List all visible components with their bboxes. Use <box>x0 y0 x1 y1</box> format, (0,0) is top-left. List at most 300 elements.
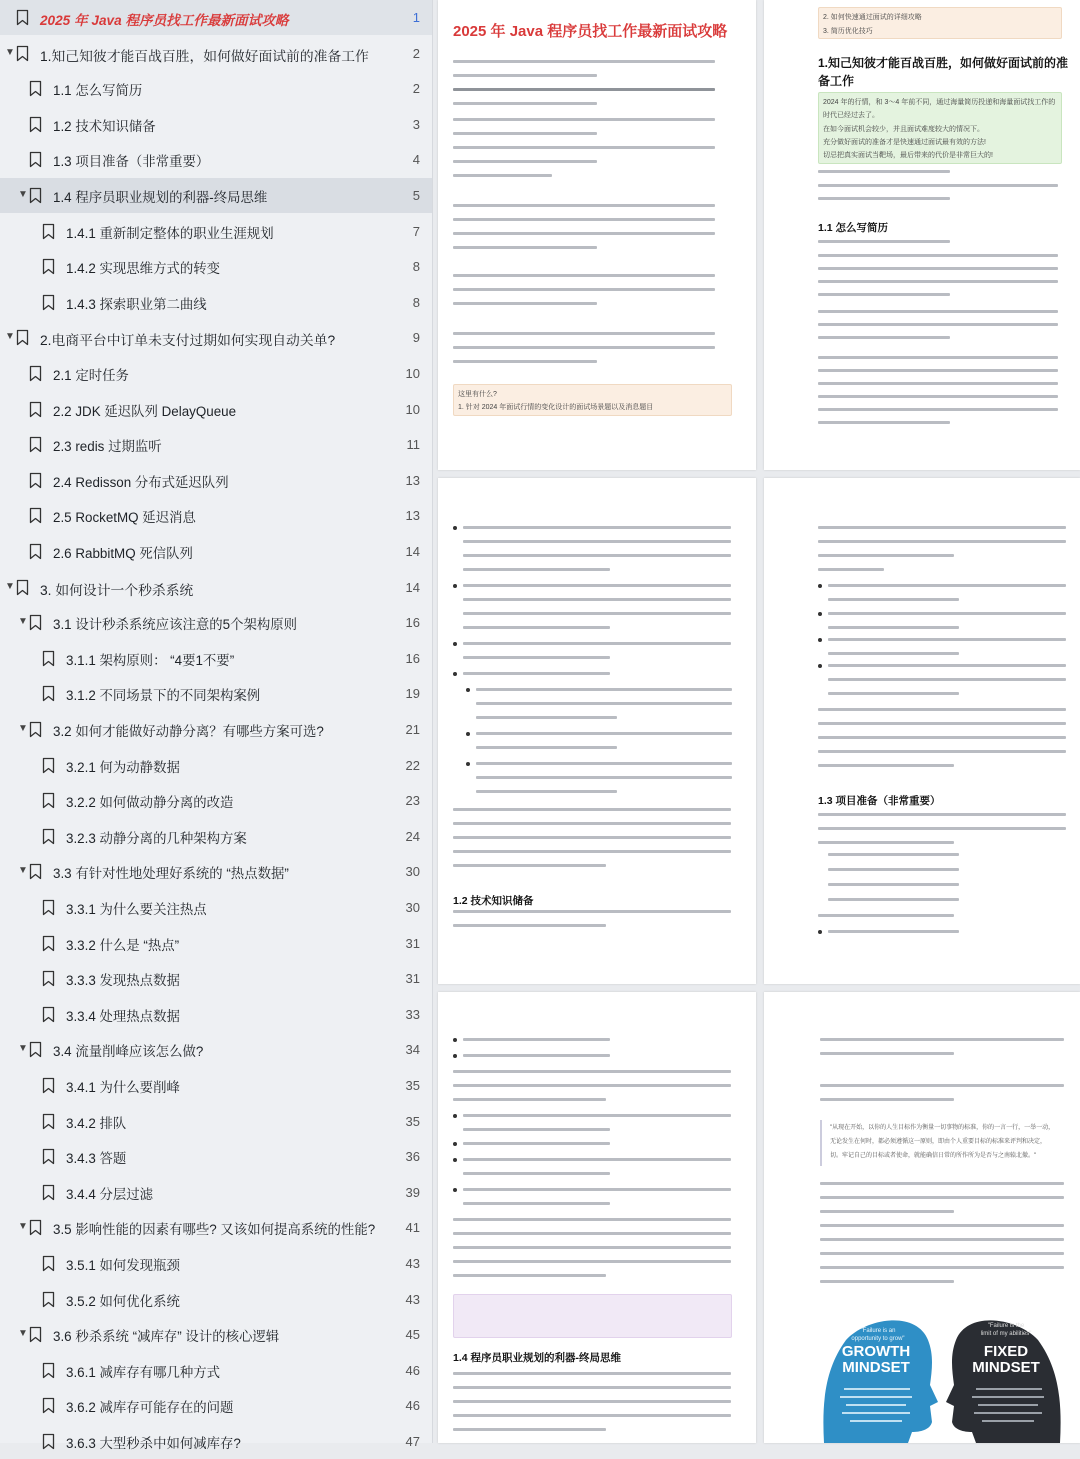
text-line <box>476 762 732 765</box>
bullet-dot <box>818 930 822 934</box>
outline-item[interactable] <box>0 712 432 747</box>
outline-item-page: 41 <box>405 1220 420 1236</box>
outline-item-label: 3.2.1 何为动静数据 <box>66 759 180 775</box>
text-line <box>818 240 950 243</box>
outline-item-label: 3.3.3 发现热点数据 <box>66 973 180 989</box>
text-line <box>453 74 597 77</box>
text-line <box>820 1038 1064 1041</box>
text-line <box>818 280 1058 283</box>
highlight-line-4: 切忌把真实面试当靶场，最后带来的代价是非常巨大的! <box>823 152 993 159</box>
text-line <box>453 1260 731 1263</box>
spacer <box>30 794 42 806</box>
text-line <box>818 254 1058 257</box>
text-line <box>820 1252 1064 1255</box>
text-line <box>453 360 597 363</box>
spacer <box>17 474 29 486</box>
text-line <box>828 678 1066 681</box>
spacer <box>17 545 29 557</box>
text-line <box>453 146 715 149</box>
text-line <box>453 1400 731 1403</box>
bookmark-icon <box>29 151 42 168</box>
highlight-line-2: 在如今面试机会较少，并且面试难度较大的情况下。 <box>823 126 984 133</box>
text-line <box>820 1210 954 1213</box>
outline-item[interactable] <box>0 961 432 996</box>
spacer <box>17 438 29 450</box>
outline-item[interactable] <box>0 1032 432 1067</box>
outline-item[interactable] <box>0 676 432 711</box>
text-line <box>463 568 610 571</box>
spacer <box>30 1115 42 1127</box>
callout-item-2: 2. 如何快速通过面试的详细攻略 <box>823 14 922 21</box>
spacer <box>30 687 42 699</box>
outline-item[interactable] <box>0 1068 432 1103</box>
outline-item[interactable] <box>0 214 432 249</box>
text-line <box>818 197 950 200</box>
bookmark-icon <box>16 9 29 26</box>
text-line <box>818 369 1058 372</box>
outline-item-label: 3.4.3 答题 <box>66 1151 127 1167</box>
spacer <box>30 759 42 771</box>
spacer <box>4 11 16 23</box>
text-line <box>818 323 1058 326</box>
bookmark-icon <box>42 1077 55 1094</box>
outline-item[interactable] <box>0 819 432 854</box>
outline-item-page: 35 <box>405 1078 420 1093</box>
pdf-page-5 <box>438 992 756 1443</box>
outline-item-page: 8 <box>412 259 420 275</box>
text-line <box>463 1038 610 1041</box>
text-line <box>818 382 1058 385</box>
outline-item[interactable] <box>0 783 432 818</box>
text-line <box>828 868 959 871</box>
bullet-dot <box>818 638 822 642</box>
text-line <box>820 1266 1064 1269</box>
outline-item-label: 3.5 影响性能的因素有哪些? 又该如何提高系统的性能? <box>53 1222 376 1238</box>
bookmark-icon <box>29 80 42 97</box>
outline-item-page: 43 <box>405 1256 420 1271</box>
outline-item-page: 33 <box>405 1006 420 1022</box>
text-line <box>820 1098 954 1101</box>
text-line <box>818 293 950 296</box>
text-line <box>453 60 715 63</box>
outline-item[interactable] <box>0 1317 432 1352</box>
text-line <box>828 930 959 933</box>
bookmark-icon <box>42 792 55 809</box>
callout-item-1: 1. 针对 2024 年面试行情的变化设计的面试场景题以及消息题目 <box>458 404 654 411</box>
text-line <box>463 1114 731 1117</box>
text-line <box>818 526 1066 529</box>
outline-item[interactable] <box>0 71 432 106</box>
outline-item-page: 46 <box>405 1398 420 1414</box>
pdf-page-2 <box>764 0 1080 470</box>
outline-item-label: 3.1 设计秒杀系统应该注意的5个架构原则 <box>53 617 298 633</box>
text-line <box>828 584 1066 587</box>
fixed-mindset-label: FIXED MINDSET <box>972 1343 1040 1376</box>
outline-item-page: 10 <box>405 401 420 417</box>
bookmark-icon <box>42 1362 55 1379</box>
outline-item[interactable] <box>0 605 432 640</box>
collapse-arrow-icon[interactable]: ▼ <box>18 865 28 877</box>
outline-item[interactable] <box>0 641 432 676</box>
outline-item[interactable] <box>0 1353 432 1388</box>
text-line <box>463 1188 731 1191</box>
collapse-arrow-icon[interactable]: ▼ <box>18 1043 28 1055</box>
collapse-arrow-icon[interactable]: ▼ <box>18 616 28 628</box>
text-line <box>818 568 884 571</box>
outline-item-label: 1.2 技术知识储备 <box>53 118 156 134</box>
spacer <box>17 118 29 130</box>
outline-item-label: 3.6.2 减库存可能存在的问题 <box>66 1400 234 1416</box>
bookmark-icon <box>42 1113 55 1130</box>
text-line <box>453 850 731 853</box>
bullet-dot <box>453 526 457 530</box>
text-line <box>453 1372 731 1375</box>
outline-item[interactable] <box>0 534 432 569</box>
bookmark-icon <box>16 329 29 346</box>
text-line <box>453 302 597 305</box>
outline-item-page: 31 <box>405 935 420 951</box>
outline-item[interactable] <box>0 1424 432 1459</box>
section-1-heading: 1.知己知彼才能百战百胜，如何做好面试前的准备工作 <box>818 56 1069 88</box>
spacer <box>30 1257 42 1269</box>
bookmark-icon <box>42 757 55 774</box>
text-line <box>818 540 1066 543</box>
collapse-arrow-icon[interactable]: ▼ <box>5 580 15 592</box>
bookmark-icon <box>42 685 55 702</box>
spacer <box>30 1186 42 1198</box>
outline-item[interactable] <box>0 107 432 142</box>
pdf-page-4 <box>764 478 1080 984</box>
spacer <box>30 260 42 272</box>
outline-item[interactable] <box>0 926 432 961</box>
text-line <box>818 554 954 557</box>
bookmark-icon <box>29 401 42 418</box>
pdf-page-3 <box>438 478 756 984</box>
outline-item-label: 3. 如何设计一个秒杀系统 <box>40 582 194 598</box>
bookmark-icon <box>42 1433 55 1450</box>
text-line <box>828 612 1066 615</box>
outline-item-page: 13 <box>405 472 420 488</box>
highlight-line-1: 2024 年的行情，和 3～4 年前不同，通过海量简历投递和海量面试找工作的时代已经过去了。 <box>823 99 1056 119</box>
outline-item-label: 1.3 项目准备（非常重要） <box>53 154 210 170</box>
bullet-dot <box>466 762 470 766</box>
bookmark-icon <box>16 579 29 596</box>
outline-item-page: 47 <box>405 1434 420 1449</box>
text-line <box>463 554 731 557</box>
text-line <box>463 656 610 659</box>
text-line <box>476 776 732 779</box>
text-line <box>818 336 950 339</box>
outline-item[interactable] <box>0 997 432 1032</box>
spacer <box>30 652 42 664</box>
outline-item-label: 3.3 有针对性地处理好系统的 “热点数据” <box>53 866 289 882</box>
outline-item[interactable] <box>0 570 432 605</box>
outline-item-page: 10 <box>405 366 420 381</box>
text-line <box>463 584 731 587</box>
callout-question: 这里有什么? <box>458 391 497 398</box>
text-line <box>463 526 731 529</box>
spacer <box>17 82 29 94</box>
outline-item-page: 13 <box>405 508 420 524</box>
outline-item[interactable] <box>0 320 432 355</box>
text-line <box>453 232 715 235</box>
outline-item[interactable] <box>0 1282 432 1317</box>
bookmark-icon <box>29 614 42 631</box>
outline-item-page: 11 <box>406 437 420 453</box>
text-line <box>476 716 617 719</box>
outline-item-label: 3.4 流量削峰应该怎么做? <box>53 1044 204 1060</box>
text-line <box>453 864 606 867</box>
bookmark-icon <box>29 863 42 880</box>
outline-item[interactable] <box>0 249 432 284</box>
outline-item[interactable] <box>0 748 432 783</box>
outline-item[interactable] <box>0 392 432 427</box>
collapse-arrow-icon[interactable]: ▼ <box>18 189 28 200</box>
text-line <box>818 914 954 917</box>
outline-item[interactable] <box>0 1104 432 1139</box>
outline-item-label: 3.1.2 不同场景下的不同架构案例 <box>66 688 261 704</box>
text-line <box>453 218 715 221</box>
outline-item-label: 3.3.1 为什么要关注热点 <box>66 902 207 917</box>
text-line <box>453 1386 731 1389</box>
collapse-arrow-icon[interactable]: ▼ <box>18 723 28 734</box>
bullet-dot <box>453 642 457 646</box>
text-line <box>818 750 1066 753</box>
collapse-arrow-icon[interactable]: ▼ <box>5 46 15 58</box>
bullet-dot <box>453 1114 457 1118</box>
outline-item-label: 3.4.2 排队 <box>66 1115 127 1131</box>
outline-item[interactable] <box>0 1175 432 1210</box>
spacer <box>17 153 29 165</box>
text-line <box>820 1224 1064 1227</box>
bookmark-icon <box>42 1255 55 1272</box>
quote-block <box>820 1120 1068 1166</box>
outline-item-label: 1.4 程序员职业规划的利器-终局思维 <box>53 190 268 205</box>
outline-sidebar <box>0 0 433 1451</box>
bullet-dot <box>453 1142 457 1146</box>
outline-item-label: 3.6 秒杀系统 “减库存” 设计的核心逻辑 <box>53 1329 280 1345</box>
text-line <box>828 853 959 856</box>
text-line <box>453 808 731 811</box>
text-line <box>818 841 954 844</box>
text-line <box>453 1070 731 1073</box>
outline-item-label: 3.4.1 为什么要削峰 <box>66 1080 180 1095</box>
outline-item-label: 2.电商平台中订单未支付过期如何实现自动关单? <box>40 333 336 349</box>
text-line <box>453 1246 731 1249</box>
bookmark-icon <box>42 258 55 275</box>
text-line <box>453 274 715 277</box>
bookmark-icon <box>29 187 42 204</box>
text-line <box>828 898 959 901</box>
text-line <box>818 421 950 424</box>
outline-item-label: 3.2.3 动静分离的几种架构方案 <box>66 830 247 846</box>
text-line <box>828 883 959 886</box>
bookmark-icon <box>16 45 29 62</box>
bookmark-icon <box>29 1041 42 1058</box>
outline-item-page: 3 <box>412 116 420 132</box>
spacer <box>17 403 29 415</box>
text-line <box>820 1084 1064 1087</box>
outline-item-label: 3.2 如何才能做好动静分离？有哪些方案可选? <box>53 724 324 739</box>
outline-item-page: 1 <box>412 10 420 25</box>
text-line <box>820 1196 1064 1199</box>
text-line <box>463 1142 610 1145</box>
outline-item-page: 5 <box>412 188 420 203</box>
outline-item[interactable] <box>0 178 432 213</box>
bookmark-icon <box>42 1291 55 1308</box>
outline-item-page: 31 <box>405 971 420 987</box>
bullet-dot <box>453 1158 457 1162</box>
spacer <box>30 972 42 984</box>
outline-item-label: 1.1 怎么写简历 <box>53 83 143 99</box>
text-line <box>476 702 732 705</box>
section-1-4-heading: 1.4 程序员职业规划的利器-终局思维 <box>453 1352 622 1364</box>
outline-item-label: 3.3.2 什么是 “热点” <box>66 937 180 953</box>
bookmark-icon <box>42 294 55 311</box>
text-line <box>828 598 959 601</box>
text-line <box>453 102 597 105</box>
bookmark-icon <box>42 223 55 240</box>
text-line <box>453 910 731 913</box>
outline-item[interactable] <box>0 0 432 35</box>
outline-item-page: 36 <box>405 1149 420 1165</box>
text-line <box>463 1202 610 1205</box>
text-line <box>453 174 552 177</box>
text-line <box>453 1084 731 1087</box>
bullet-dot <box>453 672 457 676</box>
text-line <box>463 626 610 629</box>
outline-item-page: 14 <box>405 544 420 559</box>
text-line <box>820 1280 954 1283</box>
bullet-dot <box>818 664 822 668</box>
text-line <box>463 642 731 645</box>
outline-item[interactable] <box>0 356 432 391</box>
text-line <box>818 722 1066 725</box>
outline-item-label: 2.2 JDK 延迟队列 DelayQueue <box>53 403 237 419</box>
outline-item-page: 22 <box>405 757 420 773</box>
text-line <box>453 246 597 249</box>
outline-item-label: 3.2.2 如何做动静分离的改造 <box>66 795 234 811</box>
text-line <box>453 1414 731 1417</box>
outline-item[interactable] <box>0 1139 432 1174</box>
outline-item[interactable] <box>0 854 432 889</box>
spacer <box>30 1435 42 1447</box>
outline-item[interactable] <box>0 285 432 320</box>
collapse-arrow-icon[interactable]: ▼ <box>18 1328 28 1340</box>
tip-box <box>453 1294 732 1338</box>
outline-item-page: 46 <box>405 1362 420 1378</box>
text-line <box>818 827 1066 830</box>
bookmark-icon <box>29 365 42 382</box>
growth-mindset-label: GROWTH MINDSET <box>841 1343 911 1376</box>
outline-item[interactable] <box>0 142 432 177</box>
outline-item-label: 1.知己知彼才能百战百胜，如何做好面试前的准备工作 <box>40 48 369 64</box>
outline-item[interactable] <box>0 1210 432 1245</box>
quote-line-2: 无论发生在何时，都必须遵循这一原则，即由个人重要目标的标准来评判和决定， <box>830 1139 1047 1145</box>
text-line <box>818 408 1058 411</box>
text-line <box>453 1098 606 1101</box>
collapse-arrow-icon[interactable]: ▼ <box>5 331 15 343</box>
outline-item-label: 2.4 Redisson 分布式延迟队列 <box>53 474 229 490</box>
outline-item[interactable] <box>0 427 432 462</box>
highlight-box <box>818 92 1062 164</box>
text-line <box>828 638 1066 641</box>
bullet-dot <box>453 1038 457 1042</box>
outline-item-page: 16 <box>405 650 420 666</box>
outline-item-page: 4 <box>412 152 420 168</box>
spacer <box>30 1079 42 1091</box>
text-line <box>453 132 597 135</box>
text-line <box>463 598 731 601</box>
outline-item-label: 3.5.2 如何优化系统 <box>66 1293 180 1309</box>
spacer <box>30 830 42 842</box>
text-line <box>828 652 959 655</box>
outline-item[interactable] <box>0 890 432 925</box>
outline-item[interactable] <box>0 498 432 533</box>
outline-item-page: 21 <box>405 722 420 737</box>
outline-item-label: 3.5.1 如何发现瓶颈 <box>66 1258 180 1273</box>
spacer <box>30 1293 42 1305</box>
bookmark-icon <box>42 935 55 952</box>
outline-item-label: 2.6 RabbitMQ 死信队列 <box>53 546 193 561</box>
spacer <box>17 509 29 521</box>
text-line <box>476 746 617 749</box>
outline-item[interactable] <box>0 36 432 71</box>
bookmark-icon <box>42 899 55 916</box>
text-line <box>453 1428 606 1431</box>
outline-item[interactable] <box>0 1388 432 1423</box>
outline-item-page: 2 <box>412 81 420 97</box>
text-line <box>820 1052 954 1055</box>
outline-item-label: 1.4.3 探索职业第二曲线 <box>66 296 207 312</box>
outline-item-label: 2.5 RocketMQ 延迟消息 <box>53 510 196 526</box>
growth-quote-text: "Failure is an opportunity to grow" <box>851 1328 905 1342</box>
text-line <box>453 1218 731 1221</box>
outline-item[interactable] <box>0 463 432 498</box>
text-line <box>453 1232 731 1235</box>
bookmark-icon <box>29 1326 42 1343</box>
text-line <box>463 1158 731 1161</box>
bookmark-icon <box>29 721 42 738</box>
bullet-dot <box>453 1054 457 1058</box>
outline-item-page: 9 <box>412 330 420 346</box>
outline-item-label: 2025 年 Java 程序员找工作最新面试攻略 <box>40 13 289 28</box>
text-line <box>828 664 1066 667</box>
outline-item-label: 2.3 redis 过期监听 <box>53 439 162 455</box>
outline-item[interactable] <box>0 1246 432 1281</box>
text-line <box>818 708 1066 711</box>
bullet-dot <box>453 584 457 588</box>
outline-item-page: 39 <box>405 1184 420 1200</box>
text-line <box>476 732 732 735</box>
highlight-line-3: 充分做好面试的准备才是快速通过面试最有效的方法! <box>823 139 986 146</box>
outline-item-label: 2.1 定时任务 <box>53 368 129 383</box>
text-line <box>818 356 1058 359</box>
bullet-dot <box>466 688 470 692</box>
bullet-dot <box>466 732 470 736</box>
outline-item-page: 30 <box>405 900 420 915</box>
outline-item-label: 1.4.1 重新制定整体的职业生涯规划 <box>66 225 274 241</box>
outline-item-label: 3.3.4 处理热点数据 <box>66 1008 180 1024</box>
text-line <box>818 310 1058 313</box>
collapse-arrow-icon[interactable]: ▼ <box>18 1221 28 1233</box>
bullet-dot <box>818 584 822 588</box>
pdf-page-1 <box>438 0 756 470</box>
section-1-3-heading: 1.3 项目准备（非常重要） <box>818 795 941 807</box>
bookmark-icon <box>42 1184 55 1201</box>
spacer <box>30 1399 42 1411</box>
outline-item-page: 30 <box>405 864 420 880</box>
